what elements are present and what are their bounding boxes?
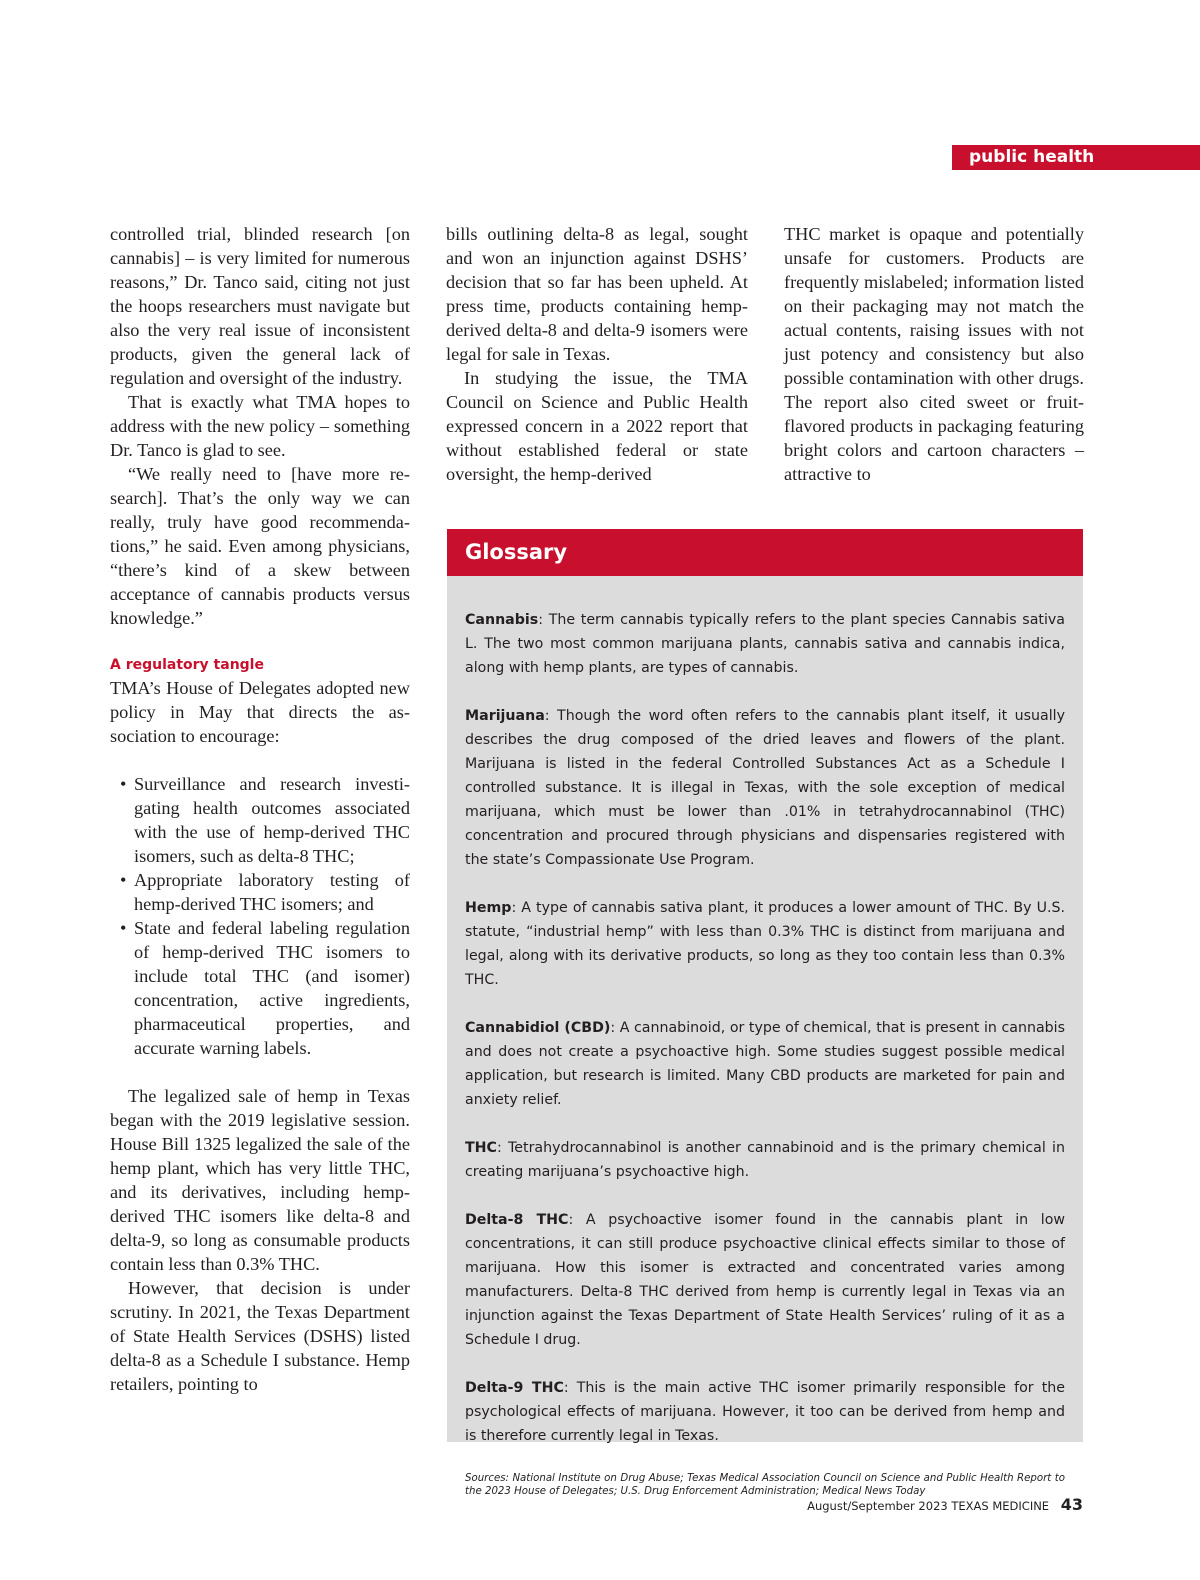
glossary-term: Cannabis (465, 612, 539, 628)
glossary-entry (465, 608, 1065, 680)
glossary-sources: Sources: National Institute on Drug Abuse; Texas Medical Association Council on Science and Public Health Report to the 2023 House of Delegates; U.S. Drug Enforcement Administration; Medical News Today (465, 1473, 1065, 1497)
issue-date: August/September 2023 (807, 1499, 948, 1513)
glossary-definition: : Tetrahydrocannabinol is another cannabinoid and is the primary chemical in creating marijuana’s psychoactive high. (465, 1140, 1065, 1180)
list-item: • State and federal labeling regulation of hemp-derived THC isomers to include total THC (and isomer) concentration, active ingredients, pharmaceutical properties, and accurate warning labels. (110, 916, 410, 1060)
section-tag: public health (952, 145, 1200, 170)
glossary-box (447, 529, 1083, 1497)
glossary-term: Cannabidiol (CBD) (465, 1020, 611, 1036)
paragraph: “We really need to [have more research]. That’s the only way we can really, truly have good recommendations,” he said. Even among physicians, “there’s kind of a skew between acceptance of cannabis products versus knowledge.” (110, 464, 410, 628)
glossary-definition: : A type of cannabis sativa plant, it produces a lower amount of THC. By U.S. statute, “industrial hemp” with less than 0.3% THC is distinct from marijuana and legal, along with its derivative products, so long as they too contain less than 0.3% THC. (465, 900, 1065, 988)
policy-list (110, 772, 410, 1060)
glossary-definition: : The term cannabis typically refers to the plant species Cannabis sativa L. The two most common marijuana plants, cannabis sativa and cannabis indica, along with hemp plants, are types of cannabis. (465, 612, 1065, 676)
paragraph: That is exactly what TMA hopes to address with the new policy – something Dr. Tanco is glad to see. (110, 392, 410, 460)
glossary-term: Delta-8 THC (465, 1212, 569, 1228)
glossary-entry (465, 896, 1065, 992)
paragraph: TMA’s House of Delegates adopted new policy in May that directs the association to encourage: (110, 678, 410, 746)
glossary-entry (465, 704, 1065, 872)
page-footer (807, 1495, 1083, 1514)
subheading: A regulatory tangle (110, 657, 264, 673)
glossary-title: Glossary (447, 529, 1083, 576)
article-column-3 (784, 222, 1084, 486)
glossary-term: Marijuana (465, 708, 545, 724)
glossary-definition: : This is the main active THC isomer primarily responsible for the psychological effects of marijuana. However, it too can be derived from hemp and is therefore currently legal in Texas. (465, 1380, 1066, 1444)
glossary-entry (465, 1016, 1065, 1112)
glossary-term: Delta-9 THC (465, 1380, 564, 1396)
glossary-term: THC (465, 1140, 497, 1156)
glossary-definition: : A cannabinoid, or type of chemical, that is present in cannabis and does not create a psychoactive high. Some studies suggest possible medical application, but research is limited. Many CBD products are marketed for pain and anxiety relief. (465, 1020, 1065, 1108)
article-column-2 (446, 222, 748, 486)
list-item: • Surveillance and research investigating health outcomes associated with the use of hemp-derived THC isomers, such as delta-8 THC; (110, 772, 410, 868)
glossary-definition: : A psychoactive isomer found in the cannabis plant in low concentrations, it can still produce psychoactive clinical effects similar to those of marijuana. How this isomer is extracted and concentrated varies among manufacturers. Delta-8 THC derived from hemp is currently legal in Texas via an injunction against the Texas Department of State Health Services’ ruling of it as a Schedule I drug. (465, 1212, 1066, 1348)
paragraph: The legalized sale of hemp in Texas began with the 2019 legislative session. House Bill 1325 legalized the sale of the hemp plant, which has very little THC, and its derivatives, including hemp-derived THC isomers like delta-8 and delta-9, so long as consumable products contain less than 0.3% THC. (110, 1086, 410, 1274)
paragraph: controlled trial, blinded research [on cannabis] – is very limited for numerous reasons,” Dr. Tanco said, citing not just the hoops researchers must navigate but also the very real issue of inconsistent products, given the general lack of regulation and oversight of the industry. (110, 224, 410, 388)
paragraph: bills outlining delta-8 as legal, sought and won an injunction against DSHS’ decision that so far has been upheld. At press time, products containing hemp-derived delta-8 and delta-9 isomers were legal for sale in Texas. (446, 224, 748, 364)
glossary-term: Hemp (465, 900, 512, 916)
glossary-entry (465, 1376, 1065, 1448)
paragraph: THC market is opaque and potentially unsafe for customers. Products are frequently mislabeled; information listed on their packaging may not match the actual contents, raising issues with not just potency and consistency but also possible contamination with other drugs. The report also cited sweet or fruit-flavored products in packaging featuring bright colors and cartoon characters – attractive to (784, 224, 1084, 484)
glossary-entry (465, 1136, 1065, 1184)
page-number: 43 (1060, 1495, 1083, 1514)
publication-name: TEXAS MEDICINE (951, 1499, 1050, 1513)
glossary-definition: : Though the word often refers to the cannabis plant itself, it usually describes the drug composed of the dried leaves and flowers of the plant. Marijuana is listed in the federal Controlled Substances Act as a Schedule I controlled substance. It is illegal in Texas, with the sole exception of medical marijuana, which must be lower than .01% in tetrahydrocannabinol (THC) concentration and procured through physicians and dispensaries registered with the state’s Compassionate Use Program. (465, 708, 1065, 868)
paragraph: However, that decision is under scrutiny. In 2021, the Texas Department of State Health Services (DSHS) listed delta-8 as a Schedule I substance. Hemp retailers, pointing to (110, 1278, 410, 1394)
list-item: • Appropriate laboratory testing of hemp-derived THC isomers; and (110, 868, 410, 916)
paragraph: In studying the issue, the TMA Council on Science and Public Health expressed concern in a 2022 report that without established federal or state oversight, the hemp-derived (446, 368, 748, 484)
glossary-entry (465, 1208, 1065, 1352)
article-column-1 (110, 222, 410, 1396)
